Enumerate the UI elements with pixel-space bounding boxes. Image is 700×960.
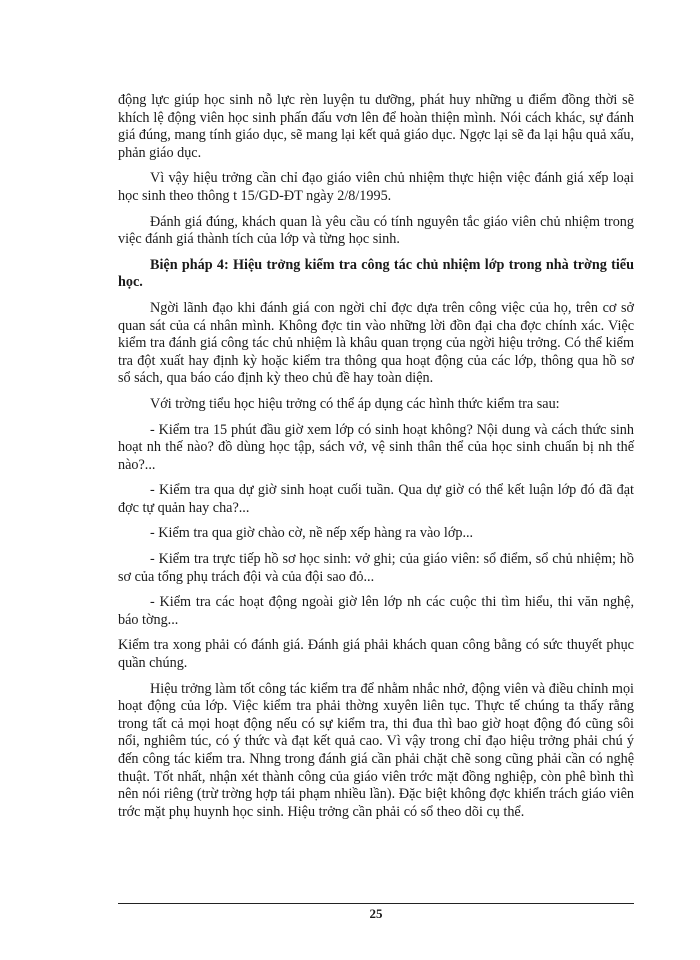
- list-item: - Kiểm tra 15 phút đầu giờ xem lớp có sinh hoạt không? Nội dung và cách thức sinh hoạt nh thế nào? đồ dùng học tập, sách vở, vệ sinh thân thể của học sinh chuẩn bị nh thế nào?...: [118, 421, 634, 473]
- paragraph-3: Đánh giá đúng, khách quan là yêu cầu có tính nguyên tắc giáo viên chủ nhiệm trong việc đánh giá thành tích của lớp và từng học sinh.: [118, 213, 634, 248]
- paragraph-13: Hiệu trởng làm tốt công tác kiểm tra để nhằm nhắc nhở, động viên và điều chỉnh mọi hoạt động của lớp. Việc kiểm tra phải thờng xuyên liên tục. Thực tế chúng ta thấy rằng trong tất cả mọi hoạt động nếu có sự kiểm tra, thi đua thì bao giờ hoạt động đó cũng sôi nổi, nghiêm túc, có ý thức và đạt kết quả cao. Vì vậy trong chỉ đạo hiệu trởng phải chú ý đến công tác kiểm tra. Nhng trong đánh giá cần phải chặt chẽ song cũng phải cần có nghệ thuật. Tốt nhất, nhận xét thành công của giáo viên trớc mặt đồng nghiệp, còn phê bình thì nên nói riêng (trừ trờng hợp tái phạm nhiều lần). Đặc biệt không đợc khiển trách giáo viên trớc mặt phụ huynh học sinh. Hiệu trởng cần phải có sổ theo dõi cụ thể.: [118, 680, 634, 820]
- list-item: - Kiểm tra qua giờ chào cờ, nề nếp xếp hàng ra vào lớp...: [150, 525, 474, 542]
- paragraph-1: động lực giúp học sinh nỗ lực rèn luyện tu dưỡng, phát huy những u điểm đồng thời sẽ khích lệ động viên học sinh phấn đấu vơn lên để hoàn thiện mình. Nói cách khác, sự đánh giá đúng, mang tính giáo dục, sẽ mang lại kết quả giáo dục. Ngợc lại sẽ đa lại hậu quả xấu, phản giáo dục.: [118, 92, 634, 161]
- list-item: - Kiểm tra trực tiếp hồ sơ học sinh: vở ghi; của giáo viên: sổ điểm, sổ chủ nhiệm; hồ sơ của tổng phụ trách đội và của đội sao đỏ...: [118, 551, 634, 585]
- paragraph-6: Với trờng tiểu học hiệu trởng có thể áp dụng các hình thức kiểm tra sau:: [150, 395, 560, 412]
- list-item: - Kiểm tra các hoạt động ngoài giờ lên lớp nh các cuộc thi tìm hiểu, thi văn nghệ, báo tờng...: [118, 594, 634, 628]
- footer-divider: [118, 903, 634, 904]
- list-item: - Kiểm tra qua dự giờ sinh hoạt cuối tuần. Qua dự giờ có thể kết luận lớp đó đã đạt đợc tự quản hay cha?...: [118, 482, 634, 516]
- section-heading: Biện pháp 4: Hiệu trởng kiểm tra công tác chủ nhiệm lớp trong nhà trờng tiểu học.: [118, 256, 634, 291]
- paragraph-2: Vì vậy hiệu trởng cần chỉ đạo giáo viên chủ nhiệm thực hiện việc đánh giá xếp loại học sinh theo thông t 15/GD-ĐT ngày 2/8/1995.: [118, 170, 634, 204]
- paragraph-5: Ngời lãnh đạo khi đánh giá con ngời chỉ đợc dựa trên công việc của họ, trên cơ sở quan sát của cá nhân mình. Không đợc tin vào những lời đồn đại cha đợc chính xác. Việc kiểm tra đánh giá công tác chủ nhiệm là khâu quan trọng của ngời hiệu trởng. Có thể kiểm tra đột xuất hay định kỳ hoặc kiểm tra thông qua hoạt động của các lớp, thông qua hồ sơ sổ sách, qua báo cáo định kỳ theo chủ đề hay toàn diện.: [118, 299, 634, 387]
- paragraph-12: Kiểm tra xong phải có đánh giá. Đánh giá phải khách quan công bằng có sức thuyết phục quần chúng.: [118, 637, 634, 672]
- page-number: 25: [369, 906, 383, 921]
- document-body: [118, 92, 634, 829]
